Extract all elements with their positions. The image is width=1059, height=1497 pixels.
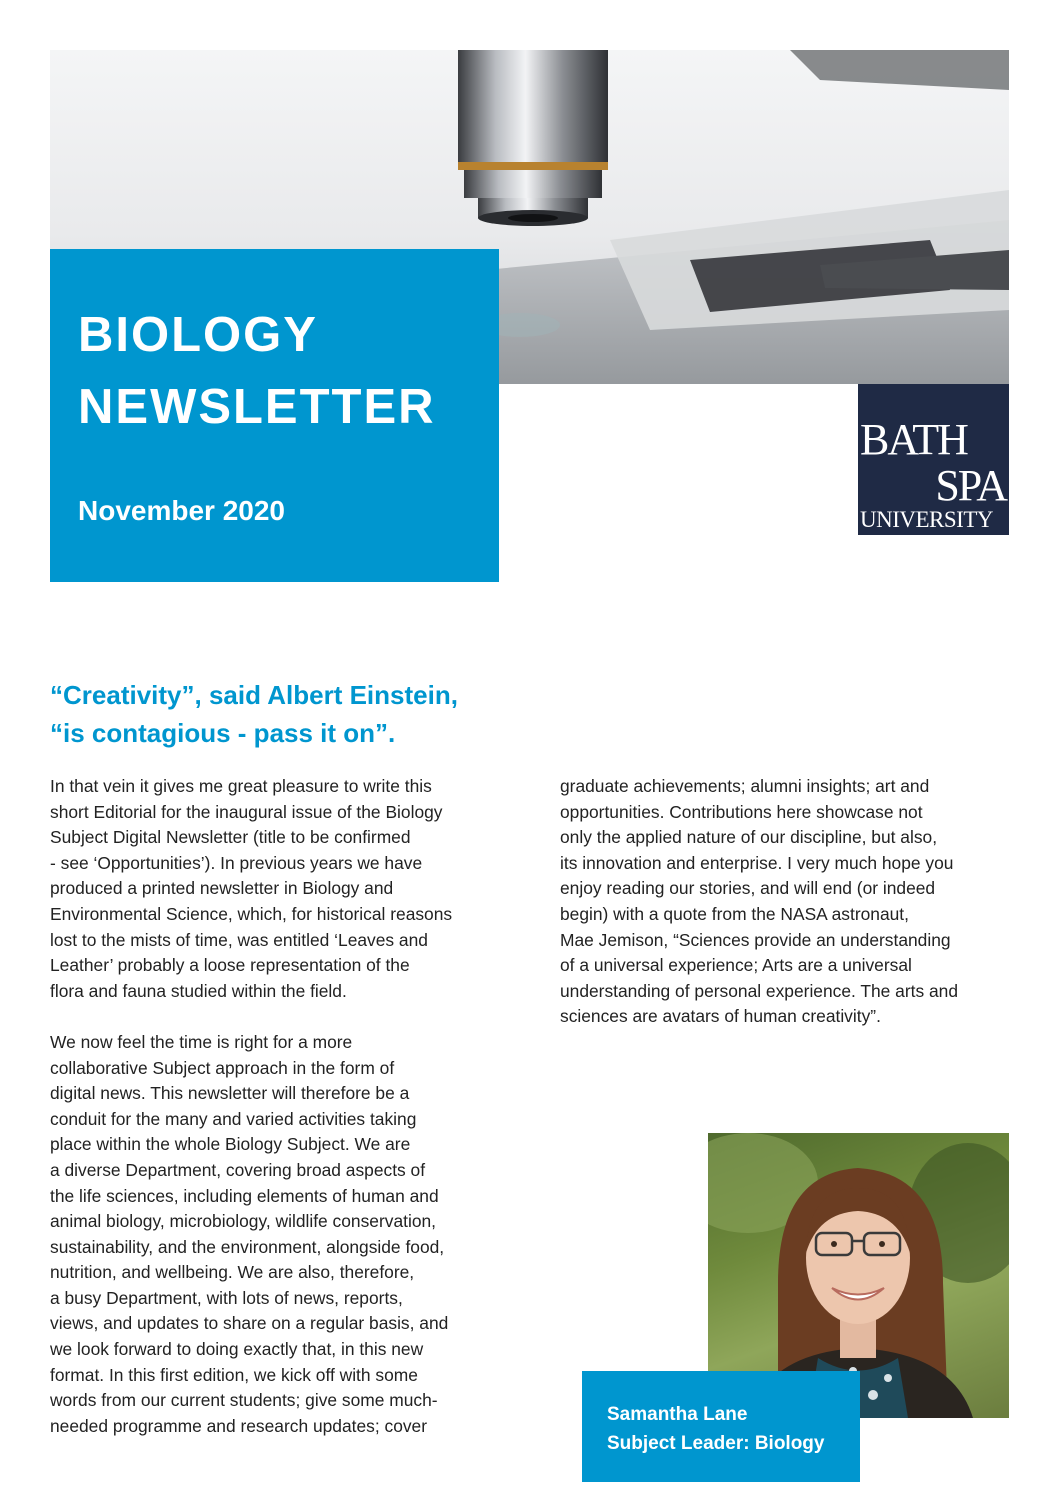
author-caption [582,1371,860,1482]
text-line: We now feel the time is right for a more [50,1031,353,1052]
text-line: format. In this first edition, we kick off with some [50,1364,418,1385]
newsletter-title-line2: NEWSLETTER [78,380,436,434]
text-line: In that vein it gives me great pleasure to write this [50,776,432,796]
bath-spa-university-logo [858,384,1009,535]
quote-line2: “is contagious - pass it on”. [50,718,396,748]
logo-text-line2: SPA [935,461,1006,510]
text-line: the life sciences, including elements of human and [50,1185,439,1206]
text-line: we look forward to doing exactly that, in this new [50,1339,424,1360]
editorial-paragraph-3 [560,774,1015,1030]
text-line: views, and updates to share on a regular basis, and [50,1313,449,1334]
text-line: animal biology, microbiology, wildlife conservation, [50,1211,436,1232]
text-line: enjoy reading our stories, and will end (or indeed [560,878,936,899]
author-role: Subject Leader: Biology [607,1433,825,1454]
text-line: its innovation and enterprise. I very much hope you [560,852,954,873]
text-line: lost to the mists of time, was entitled ‘Leaves and [50,929,428,950]
editorial-quote-heading [50,676,570,752]
text-line: place within the whole Biology Subject. We are [50,1134,411,1155]
text-line: Environmental Science, which, for historical reasons [50,903,453,924]
text-line: of a universal experience; Arts are a universal [560,955,912,976]
text-line: sciences are avatars of human creativity”. [560,1006,881,1027]
text-line: digital news. This newsletter will therefore be a [50,1083,410,1104]
text-line: Subject Digital Newsletter (title to be confirmed [50,827,411,848]
text-line: a diverse Department, covering broad aspects of [50,1159,426,1180]
newsletter-title-line1: BIOLOGY [78,308,318,362]
text-line: only the applied nature of our discipline, but also, [560,827,938,848]
logo-text-line3: UNIVERSITY [860,507,993,532]
logo-text-line1: BATH [860,415,967,464]
author-name: Samantha Lane [607,1404,748,1425]
editorial-paragraph-1 [50,774,505,1004]
text-line: begin) with a quote from the NASA astronaut, [560,903,909,924]
text-line: Leather’ probably a loose representation of the [50,955,410,976]
text-line: produced a printed newsletter in Biology and [50,878,394,899]
text-line: words from our current students; give some much- [50,1390,438,1411]
title-banner [50,249,499,582]
text-line: graduate achievements; alumni insights; art and [560,776,930,796]
text-line: nutrition, and wellbeing. We are also, therefore, [50,1262,415,1283]
text-line: understanding of personal experience. The arts and [560,980,958,1001]
article-column-left [50,774,505,1439]
text-line: collaborative Subject approach in the form of [50,1057,395,1078]
text-line: flora and fauna studied within the field. [50,980,347,1001]
text-line: a busy Department, with lots of news, reports, [50,1287,403,1308]
article-column-right [560,774,1015,1030]
text-line: needed programme and research updates; cover [50,1415,428,1436]
text-line: short Editorial for the inaugural issue of the Biology [50,801,443,822]
text-line: Mae Jemison, “Sciences provide an understanding [560,929,951,950]
quote-line1: “Creativity”, said Albert Einstein, [50,680,458,710]
issue-date: November 2020 [78,495,286,526]
text-line: conduit for the many and varied activities taking [50,1108,417,1129]
text-line: - see ‘Opportunities’). In previous years we have [50,852,423,873]
text-line: sustainability, and the environment, alongside food, [50,1236,445,1257]
editorial-paragraph-2 [50,1030,505,1440]
text-line: opportunities. Contributions here showcase not [560,801,923,822]
